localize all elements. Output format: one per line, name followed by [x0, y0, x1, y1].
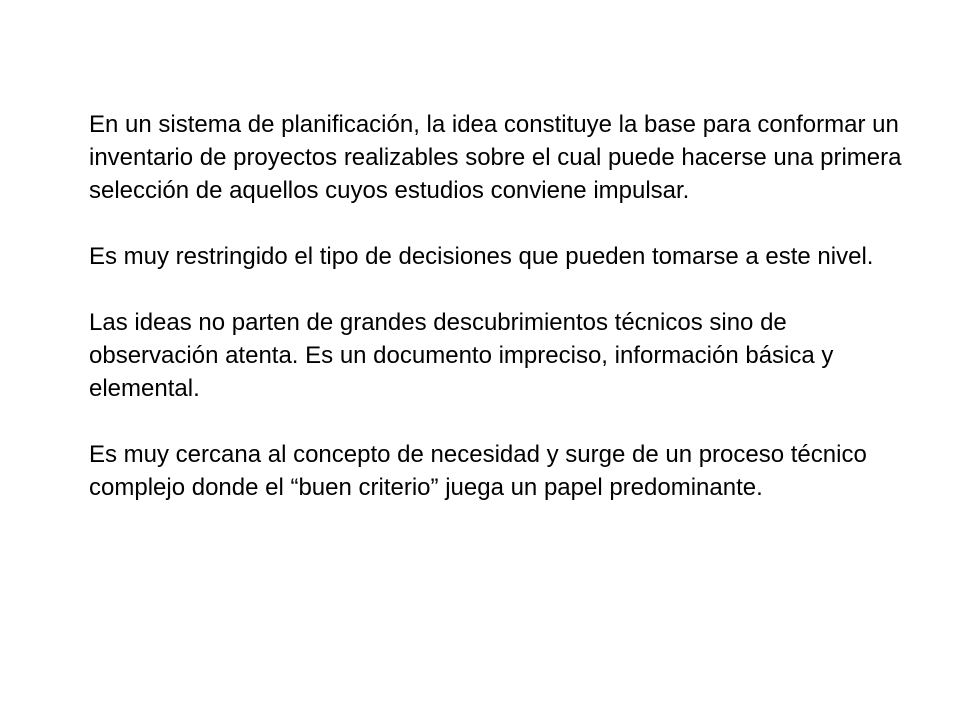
paragraph-2: Es muy restringido el tipo de decisiones que pueden tomarse a este nivel. — [89, 243, 874, 270]
slide-body-text — [89, 108, 919, 504]
paragraph-4: Es muy cercana al concepto de necesidad y surge de un proceso técnico complejo donde el “buen criterio” juega un papel predominante. — [89, 441, 867, 501]
paragraph-1: En un sistema de planificación, la idea constituye la base para conformar un inventario de proyectos realizables sobre el cual puede hacerse una primera selección de aquellos cuyos estudios conviene impulsar. — [89, 111, 902, 204]
paragraph-3: Las ideas no parten de grandes descubrimientos técnicos sino de observación atenta. Es un documento impreciso, información básica y elemental. — [89, 309, 834, 402]
